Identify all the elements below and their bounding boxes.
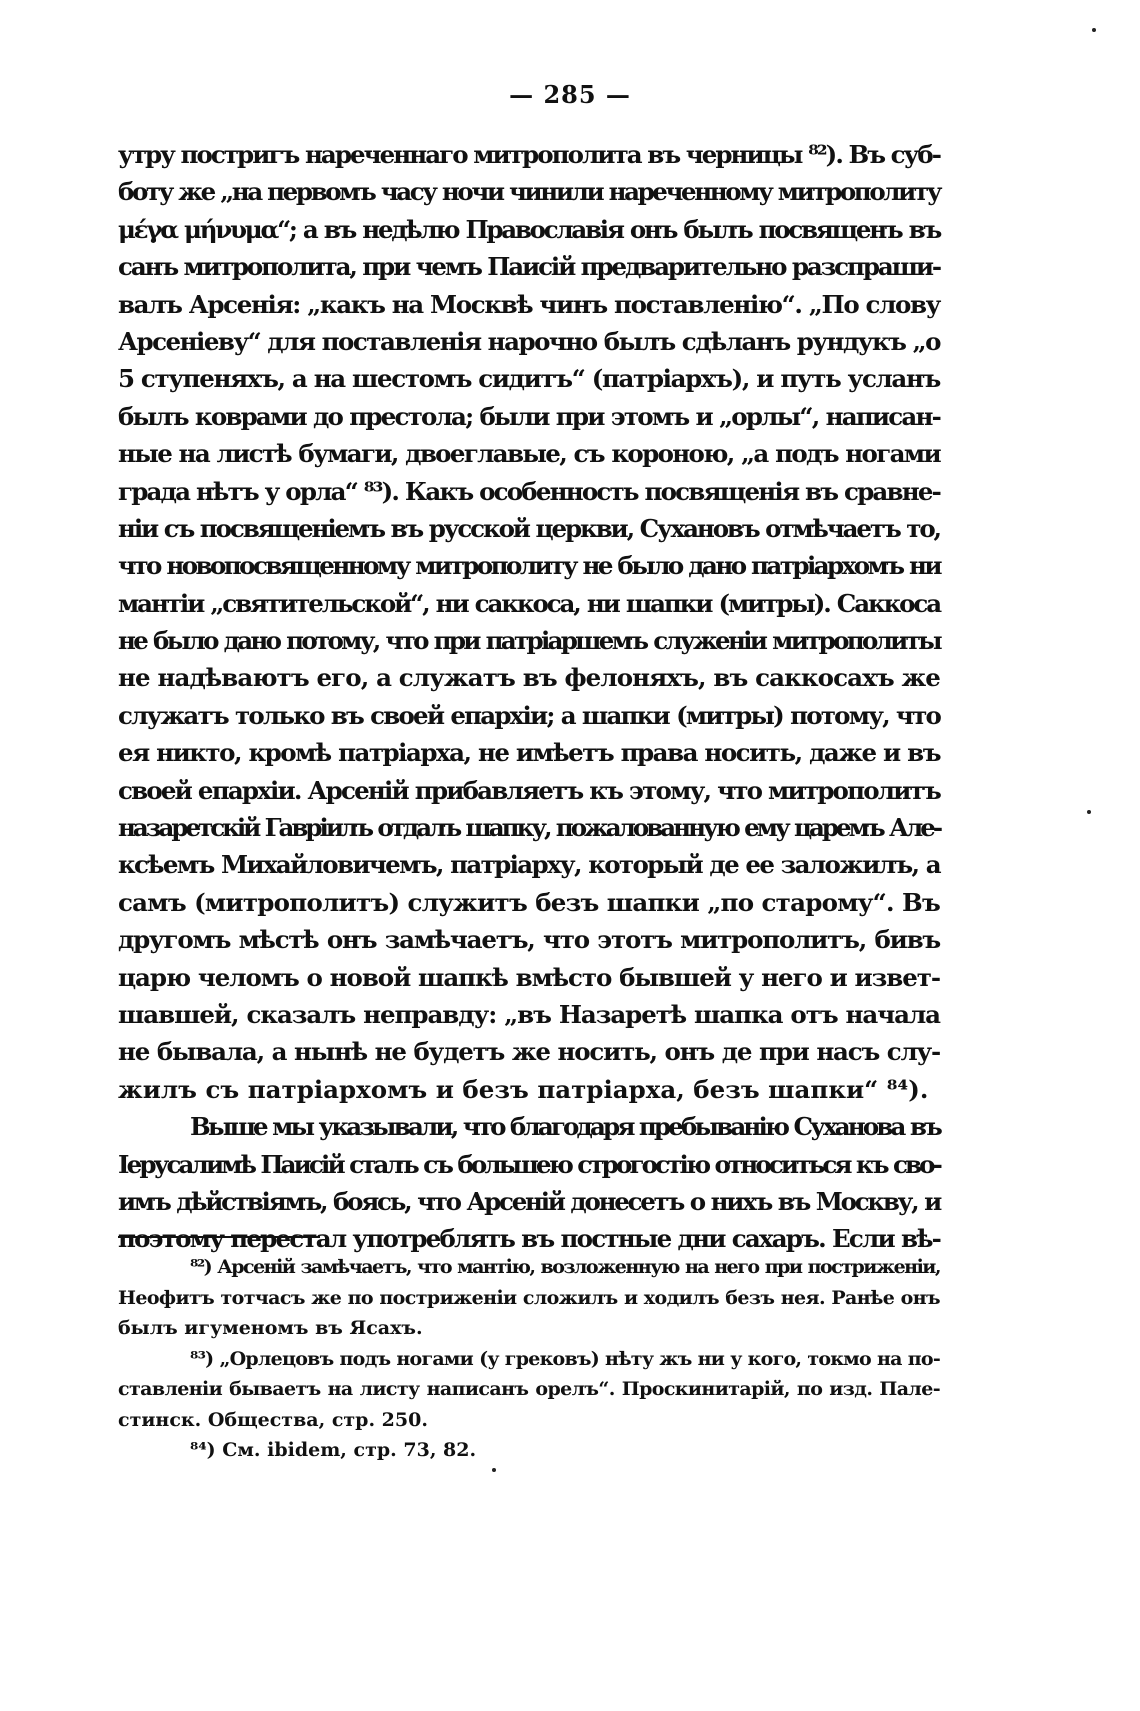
scan-speck (1087, 810, 1091, 814)
text-line: ные на листѣ бумаги, двоеглавые, съ короною, „а подъ ногами (118, 439, 940, 469)
footnote-line: ⁸³) „Орлецовъ подъ ногами (у грековъ) нѣту жъ ни у кого, токмо на по- (190, 1347, 940, 1370)
text-line: мантіи „святительской“, ни саккоса, ни шапки (митры). Саккоса (118, 588, 940, 618)
footnote-line: былъ игуменомъ въ Ясахъ. (118, 1317, 423, 1339)
footnote-line: ⁸²) Арсеній замѣчаетъ, что мантію, возложенную на него при постриженіи, (190, 1256, 940, 1278)
footnote-line: Неофитъ тотчасъ же по постриженіи сложилъ и ходилъ безъ нея. Ранѣе онъ (118, 1286, 940, 1309)
text-line: не было дано потому, что при патріаршемъ служеніи митрополиты (118, 626, 940, 656)
text-line: ніи съ посвященіемъ въ русской церкви, Сухановъ отмѣчаетъ то, (118, 513, 940, 543)
text-line: Іерусалимѣ Паисій сталъ съ большею строгостію относиться къ сво- (118, 1149, 940, 1179)
text-line: поэтому перестал употреблять въ постные дни сахаръ. Если вѣ- (118, 1224, 940, 1254)
text-line: своей епархіи. Арсеній прибавляетъ къ этому, что митрополитъ (118, 775, 940, 805)
main-text (118, 136, 940, 1258)
text-line: града нѣтъ у орла“ ⁸³). Какъ особенность посвященія въ сравне- (118, 476, 940, 506)
text-line: не надѣваютъ его, а служатъ въ фелоняхъ, въ саккосахъ же (118, 663, 940, 693)
scan-speck (1092, 28, 1096, 32)
text-line: боту же „на первомъ часу ночи чинили нареченному митрополиту (118, 177, 940, 207)
text-line: шавшей, сказалъ неправду: „въ Назаретѣ шапка отъ начала (118, 999, 940, 1029)
text-line: другомъ мѣстѣ онъ замѣчаетъ, что этотъ митрополитъ, бивъ (118, 925, 940, 955)
text-line: Арсеніеву“ для поставленія нарочно былъ сдѣланъ рундукъ „о (118, 326, 940, 356)
text-line: санъ митрополита, при чемъ Паисій предварительно разспраши- (118, 252, 940, 282)
text-line: царю челомъ о новой шапкѣ вмѣсто бывшей у него и извет- (118, 962, 940, 992)
text-line: что новопосвященному митрополиту не было дано патріархомъ ни (118, 551, 940, 581)
text-line: имъ дѣйствіямъ, боясь, что Арсеній донесетъ о нихъ въ Москву, и (118, 1186, 940, 1216)
footnotes (118, 1252, 940, 1466)
text-line: жилъ съ патріархомъ и безъ патріарха, безъ шапки“ ⁸⁴). (118, 1074, 929, 1104)
text-line: назаретскій Гавріилъ отдалъ шапку, пожалованную ему царемъ Але- (118, 813, 940, 843)
text-line: валъ Арсенія: „какъ на Москвѣ чинъ поставленію“. „По слову (118, 289, 940, 319)
footnote-line: стинск. Общества, стр. 250. (118, 1408, 428, 1431)
text-line: ея никто, кромѣ патріарха, не имѣетъ права носить, даже и въ (118, 738, 940, 768)
text-line: былъ коврами до престола; были при этомъ и „орлы“, написан- (118, 401, 940, 431)
text-line: не бывала, а нынѣ не будетъ же носить, онъ де при насъ слу- (118, 1037, 940, 1067)
text-line: самъ (митрополитъ) служитъ безъ шапки „по старому“. Въ (118, 887, 940, 917)
text-line: ксѣемъ Михайловичемъ, патріарху, который де ее заложилъ, а (118, 850, 940, 880)
text-line: утру постригъ нареченнаго митрополита въ черницы ⁸²). Въ суб- (118, 140, 940, 169)
footnote-line: ставленіи бываетъ на листу написанъ орелъ“. Проскинитарій, по изд. Пале- (118, 1378, 940, 1400)
text-line: μέγα μήνυμα“; а въ недѣлю Православія онъ былъ посвященъ въ (118, 214, 940, 244)
page-number: — 285 — (509, 80, 631, 109)
footnote-divider (118, 1236, 320, 1238)
text-line: 5 ступеняхъ, а на шестомъ сидитъ“ (патріархъ), и путь усланъ (118, 364, 940, 394)
text-line: Выше мы указывали, что благодаря пребыванію Суханова въ (190, 1112, 940, 1142)
scan-speck (492, 1468, 496, 1472)
text-line: служатъ только въ своей епархіи; а шапки (митры) потому, что (118, 700, 940, 730)
footnote-line: ⁸⁴) См. ibidem, стр. 73, 82. (190, 1439, 477, 1461)
